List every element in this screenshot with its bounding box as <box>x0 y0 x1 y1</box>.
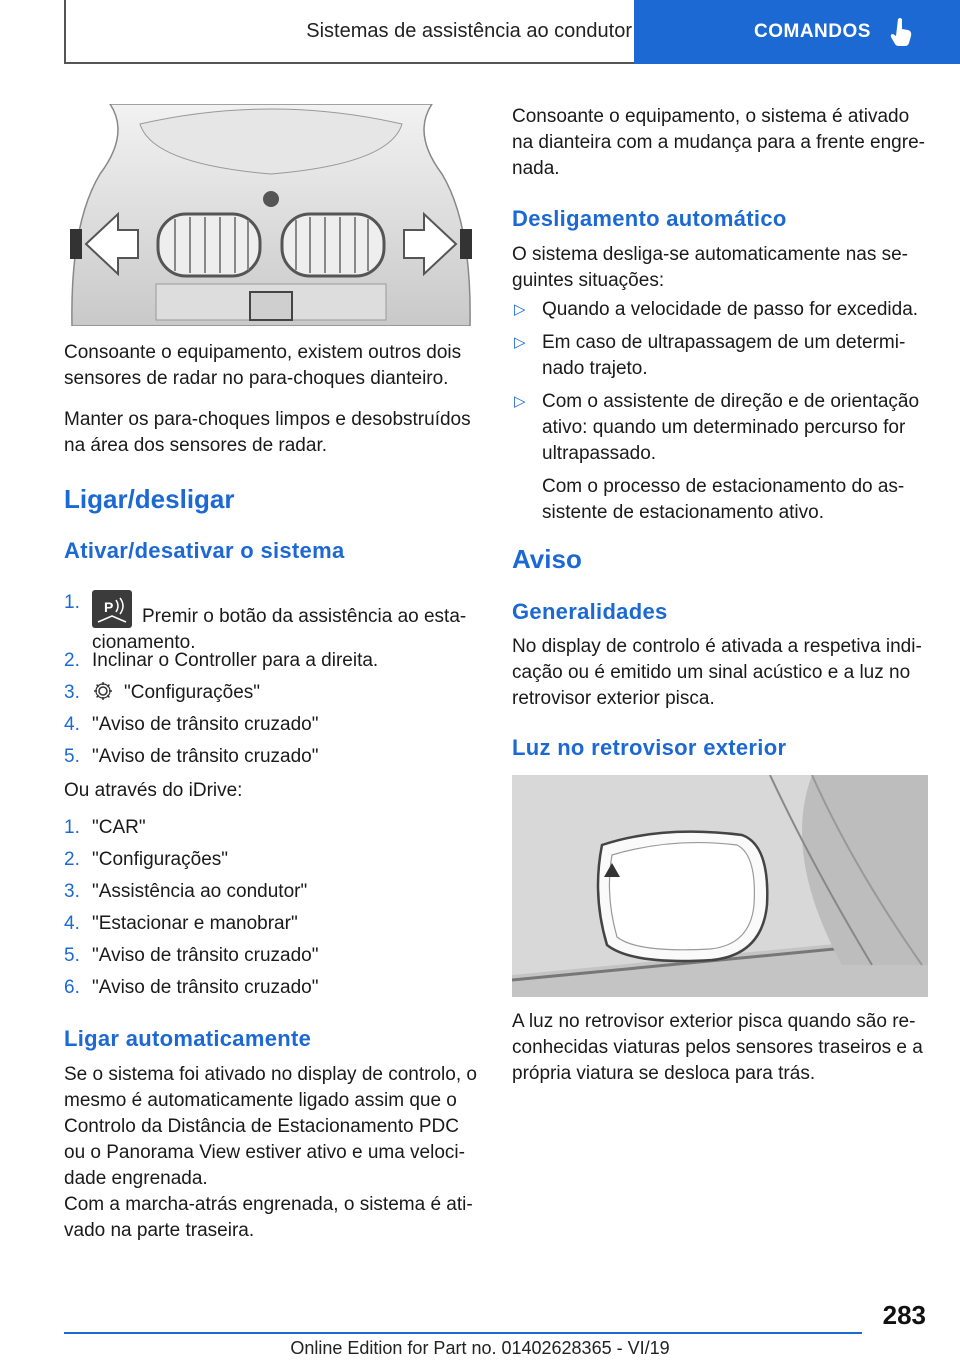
side-mirror-light-illustration <box>512 775 928 997</box>
idrive-steps <box>64 815 476 1001</box>
page-number: 283 <box>882 1300 926 1330</box>
heading-ligar-desligar: Ligar/desligar <box>64 484 235 514</box>
triangle-bullet-icon: ▷ <box>514 334 526 351</box>
paragraph-luz: A luz no retrovisor exterior pisca quando são re-conhecidas viaturas pelos sensores traseiros e a própria viatura se desloca para trás. <box>512 1011 923 1084</box>
paragraph-generalidades: No display de controlo é ativada a respetiva indi-cação ou é emitido um sinal acústico e a luz no retrovisor exterior pisca. <box>512 636 922 709</box>
step-item <box>64 680 476 706</box>
step-text: "CAR" <box>92 817 146 838</box>
heading-aviso: Aviso <box>512 544 582 574</box>
condition-item <box>512 389 928 526</box>
step-number: 3. <box>64 682 80 703</box>
step-item <box>64 590 476 656</box>
paragraph-keep-clean: Manter os para-choques limpos e desobstruídos na área dos sensores de radar. <box>64 409 471 456</box>
step-text: "Configurações" <box>92 849 229 870</box>
step-item <box>64 943 476 969</box>
condition-continuation: Com o processo de estacionamento do as-sistente de estacionamento ativo. <box>542 476 905 523</box>
step-text: "Aviso de trânsito cruzado" <box>92 977 319 998</box>
chapter-title: COMANDOS <box>754 21 871 42</box>
footer-divider <box>64 1332 862 1334</box>
pointing-hand-icon <box>889 17 915 47</box>
running-header-section <box>64 0 648 64</box>
step-number: 4. <box>64 913 80 934</box>
step-item <box>64 879 476 905</box>
condition-text: Quando a velocidade de passo for excedida. <box>542 299 919 320</box>
activation-steps-cont <box>64 648 476 770</box>
step-number: 1. <box>64 817 80 838</box>
step-text: "Configurações" <box>124 682 261 703</box>
step-text: "Estacionar e manobrar" <box>92 913 298 934</box>
condition-item <box>512 297 928 323</box>
parking-assist-button-icon <box>92 590 132 628</box>
condition-text: Em caso de ultrapassagem de um determi-nado trajeto. <box>542 332 906 379</box>
triangle-bullet-icon: ▷ <box>514 393 526 410</box>
step-item <box>64 648 476 674</box>
step-text: Inclinar o Controller para a direita. <box>92 650 379 671</box>
section-title: Sistemas de assistência ao condutor <box>306 19 632 42</box>
heading-ligar-automaticamente: Ligar automaticamente <box>64 1026 312 1051</box>
step-item <box>64 712 476 738</box>
heading-generalidades: Generalidades <box>512 599 668 624</box>
step-text: Premir o botão da assistência ao esta-cionamento. <box>92 606 467 653</box>
heading-luz-retrovisor: Luz no retrovisor exterior <box>512 735 787 760</box>
paragraph-desl-intro: O sistema desliga-se automaticamente nas se-guintes situações: <box>512 244 909 291</box>
step-number: 4. <box>64 714 80 735</box>
paragraph-auto-on: Se o sistema foi ativado no display de controlo, o mesmo é automaticamente ligado assim que o Controlo da Distância de Estacionamento PDC ou o Panorama View estiver ativo e uma veloci-dade engrenada. <box>64 1064 477 1189</box>
step-item <box>64 847 476 873</box>
triangle-bullet-icon: ▷ <box>514 301 526 318</box>
step-text: "Aviso de trânsito cruzado" <box>92 945 319 966</box>
step-number: 6. <box>64 977 80 998</box>
step-number: 2. <box>64 650 80 671</box>
step-item <box>64 975 476 1001</box>
svg-text:P: P <box>104 599 114 615</box>
activation-steps <box>64 590 476 656</box>
settings-gear-icon <box>92 680 114 702</box>
step-number: 2. <box>64 849 80 870</box>
heading-desligamento: Desligamento automático <box>512 206 787 231</box>
paragraph-reverse: Com a marcha-atrás engrenada, o sistema é ati-vado na parte traseira. <box>64 1194 473 1241</box>
step-number: 5. <box>64 746 80 767</box>
step-number: 3. <box>64 881 80 902</box>
auto-off-conditions <box>512 297 928 526</box>
paragraph-idrive-intro: Ou através do iDrive: <box>64 780 243 801</box>
condition-item <box>512 330 928 382</box>
step-item <box>64 744 476 770</box>
step-text: "Aviso de trânsito cruzado" <box>92 746 319 767</box>
step-item <box>64 815 476 841</box>
front-bumper-sensors-illustration <box>70 104 472 326</box>
paragraph-front-activation: Consoante o equipamento, o sistema é ativado na dianteira com a mudança para a frente engre-nada. <box>512 106 925 179</box>
step-number: 1. <box>64 592 80 613</box>
paragraph-radar-sensors: Consoante o equipamento, existem outros dois sensores de radar no para-choques dianteiro. <box>64 342 462 389</box>
footer-edition: Online Edition for Part no. 01402628365 - VI/19 <box>290 1338 670 1358</box>
chapter-tab <box>634 0 960 64</box>
condition-text: Com o assistente de direção e de orientação ativo: quando um determinado percurso for ultrapassado. <box>542 391 920 464</box>
step-text: "Aviso de trânsito cruzado" <box>92 714 319 735</box>
step-text: "Assistência ao condutor" <box>92 881 308 902</box>
heading-ativar-desativar: Ativar/desativar o sistema <box>64 538 345 563</box>
step-item <box>64 911 476 937</box>
step-number: 5. <box>64 945 80 966</box>
